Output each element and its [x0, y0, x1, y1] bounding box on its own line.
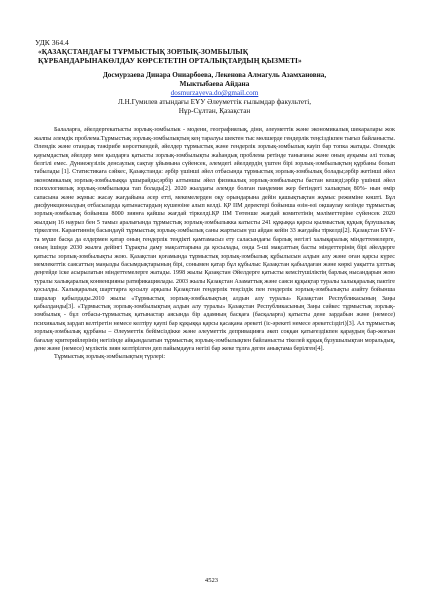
author-email-link[interactable]: dosmurzayeva.do@gmail.com	[170, 89, 259, 98]
affiliation-line-1: Л.Н.Гумилев атындағы ЕҰУ Әлеуметтік ғылымдар факультеті,	[117, 98, 312, 107]
author-block	[34, 71, 395, 116]
page-number: 4523	[204, 577, 219, 584]
udc-code: УДК 364.4	[35, 38, 69, 47]
affiliation-line-2: Нұр-Сұлтан, Қазақстан	[178, 107, 251, 116]
authors-line-1: Досмурзаева Динара Ониарбоева, Лекенова Алмагуль Азамхановна,	[102, 71, 327, 80]
title-line-2: ҚҰРБАНДАРЫНАКӨЛДАУ КӨРСЕТЕТІН ОРТАЛЫҚТАРДЫҢ ҚЫЗМЕТІ»	[38, 56, 302, 66]
body-paragraph-1: Балаларға, әйелдергекатысты зорлық-зомбылык - модени, географиялық, діни, әлеуметтік және экономикалық шекаралары жок жалпы әлемдік проблема.Тұрмыстық зорлық-зомбылықтың кең таралуы шектен тыс мөлшерде гендерлік теңсіздікпен тығыз байланысты. Әлемдік және отандық тәжірибе көрсеткендей, әйелдер тұрмыстық және гендерлік зорлық-зомбылық кауіп бар топка жатады. Әлемдік қауымдастық әйелдер мен қыздарға қатысты зорлық-зомбылықты жаһандық проблема ретінде танығаны және оның ауқымы әлі толық белгілі емес. Дүниежүзілік денсаулық сақтау ұйымына сүйенсек, әлемдегі әйелдердің үштен бірі зорлық-зомбылықтың құрбаны болып табылады [1]. Статистикаға сәйкес, Қазақстанда: әрбір үшінші әйел отбасында тұрмыстық зорлық-зомбылық болады;әрбір жетінші әйел экономикалық зорлық-зомбылыққа ұшырайды;әрбір алтыншы әйел физикалық зорлық-зомбылықты бастан кешеді;әрбір үшінші әйел психологиялық зорлық-зомбылықка тап болады[2]. 2020 жылдағы әлемде болған пандемия жер бетіндегі халықтың 80%- нын өмір сапасына және жұмыс жасау жағдайына әсер етті, мекемелерден оқу орындарына дейін қашықтықтан жұмыс режиміне көшті. Бұл дисфункционалдың отбасыларда қатынастардың күшеюіне алып келді. ҚР ІІМ деректері бойынша өзін-өзі оқшаулау кезінде тұрмыстық зорлық-зомбылық бойынша 8000 зиянға қайшы жағдай тіркелді.ҚР ІІМ Төтенше жағдай комитетінің мәліметтеріне сүйенсек 2020 жылдың 16 наурыз бен 5 тамыз аралығында тұрмыстық зорлық-зомбылыкка катысты 241 құқыққа қарсы қылмыстық құқық бұзушылық тіркелген. Карантиннің басындаүй тұрмыстық зорлық-зомбылық саны жартысын үш айдан кейін 33 жағдайы тіркелді[2]. Қазақстан БҰҰ-та мүше басқа да елдермен қатар оның гендерлік теңдікті қамтамасыз ету саласындағы барлық негізгі халықаралық міндеттемелерге, оның ішінде 2030 жылға дейінгі Тұрақты даму мақсаттарына да қосылады, онда 5-ші мақсаттың басты міндеттерінің бірі әйелдерге қатысты зорлық-зомбылықты жою. Қазақстан қоғамында тұрмыстық зорлық-зомбылық құбылысын алдын алу және оған қарсы күрес мемлекеттік саясаттың маңызды басымдықтарының бірі, сонымен қатар бұл құбылыс Қазақстан қабылдаған және көркі уақытта ұлттық деңгейде іске асырылатын міндеттемелерге жатады. 1998 жылы Қазақстан Әйелдерге қатысты кемсітушіліктің барлық нысандарын жою туралы халықаралық конвенцияны ратификациялады. 2003 жылы Қазақстан Азаматтық және саяси құқықтар туралы халықаралық пактіге қосылды. Халықаралық шарттарға қосылу арқылы Қазақстан гендерлік теңсіздік пен гендерлік зорлық-зомбылықты азайту бойынша шаралар қабылдады.2010 жылы «Тұрмыстық зорлық-зомбылықтың алдын алу туралы» Қазақстан Республикасының Заңы қабылданды[3]. «Тұрмыстық зорлық-зомбылықтың алдын алу туралы» Қазақстан Республикасының Заңы сәйкес тұрмыстық зорлық-зомбылық - бұл отбасы-тұрмыстық қатынастар аясында бір адамның басқаға (басқаларға) қатысты дене зардабын және (немесе) психикалық зардап келтіретін немесе келтіру қаупі бар құқыққа қарсы қасақана әрекеті (іс-әрекеті немесе әрекетсіздігі)[3]. Ал тұрмыстық зорлық-зомбылық құрбаны – Әлеуметтік бейімсіздікке және әлеуметтік депривацияға әкеп соққан қатығездікпен қараудың бар-жоғын бағалау критерийлерінің негізінде айқындалатын тұрмыстық зорлық-зомбылықпен байланысты тікелей құқық бұзушылықтан моральдық, дене және (немесе) мүліктік зиян келтірілген деп пайымдауға негізі бар жеке тұлға деген анықтама берілген[4].	[34, 127, 395, 352]
article-title	[38, 47, 395, 65]
authors-line-2: Мыктыбаева Айдана	[179, 80, 250, 89]
title-line-1: «ҚАЗАҚСТАНДАҒЫ ТҰРМЫСТЫҚ ЗОРЛЫҚ-ЗОМБЫЛЫҚ	[38, 47, 249, 56]
body-paragraph-2: Тұрмыстық зорлық-зомбылықтың түрлері:	[54, 354, 166, 361]
